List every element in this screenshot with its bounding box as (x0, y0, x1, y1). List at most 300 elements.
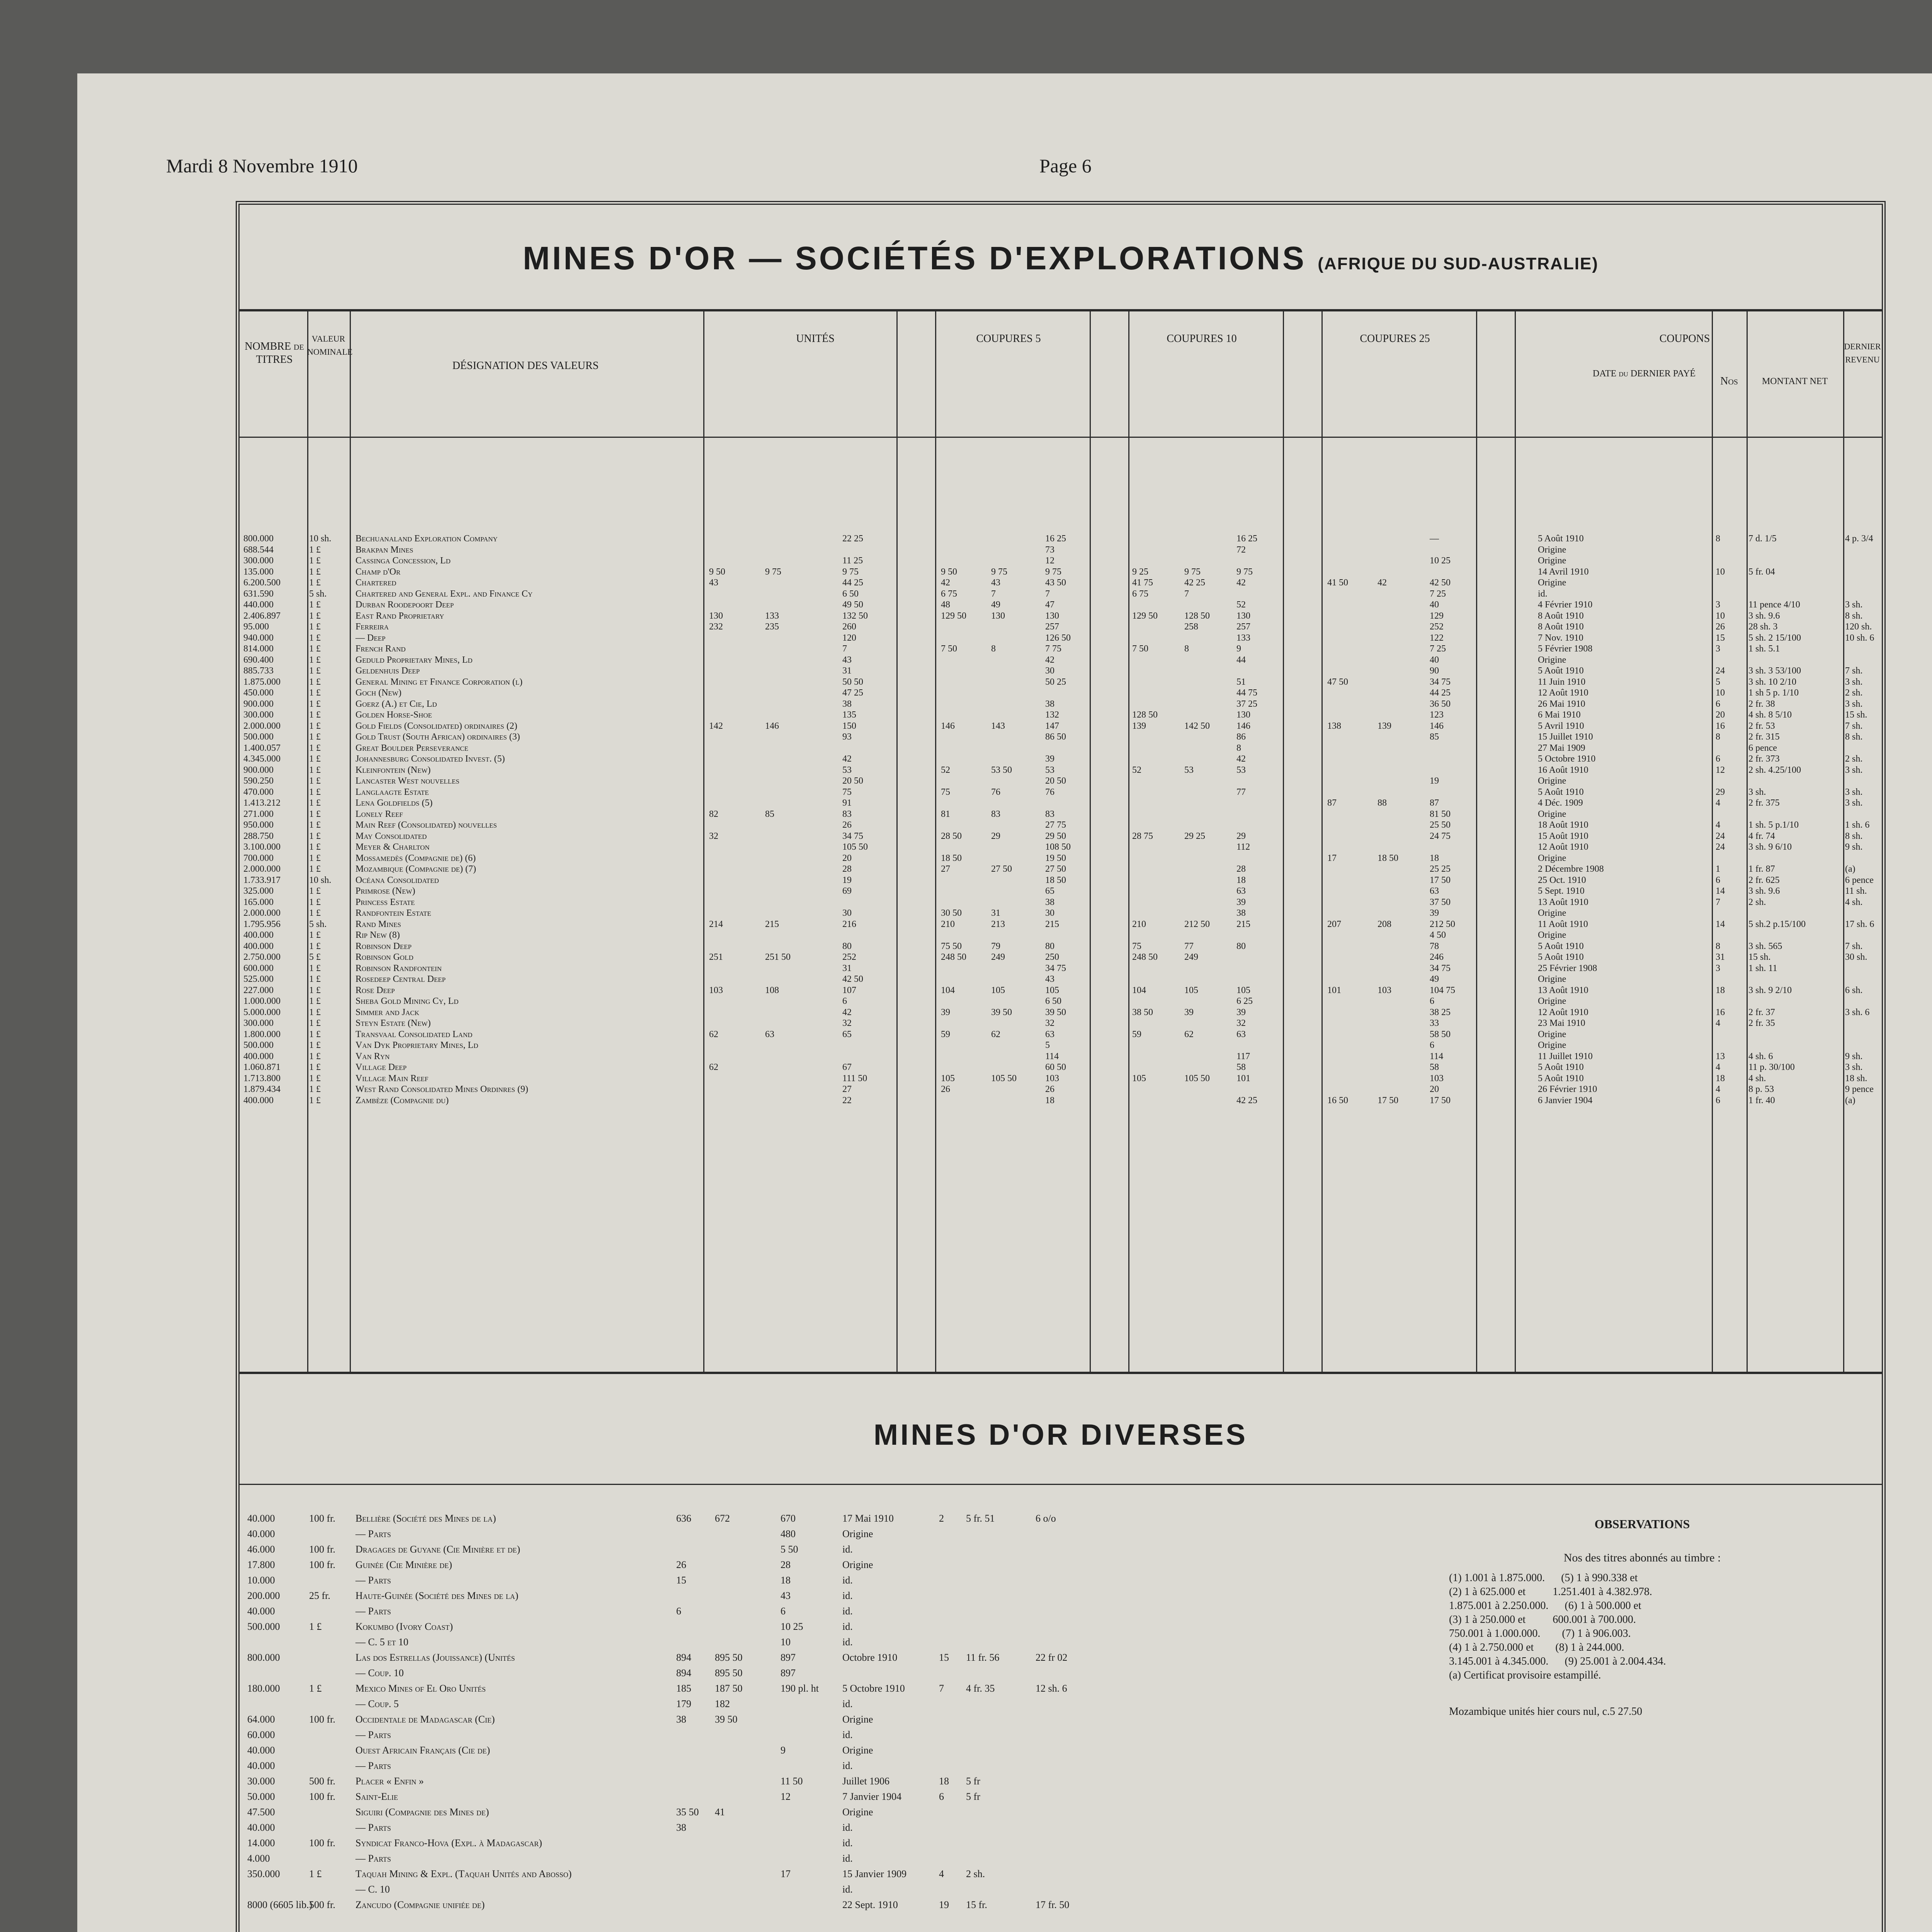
mine-cell: 7 50 (1132, 644, 1148, 654)
mine-cell: 1 £ (309, 1029, 321, 1039)
mine-cell: 5 sh.2 p.15/100 (1748, 919, 1806, 929)
diverses-cell: Syndicat Franco-Hova (Expl. à Madagascar) (355, 1837, 542, 1849)
mine-cell: 28 sh. 3 (1748, 622, 1778, 632)
mine-cell: 1 £ (309, 1051, 321, 1061)
mine-cell: 30 (842, 908, 852, 918)
mine-cell: 36 50 (1430, 699, 1451, 709)
mine-cell: 1 £ (309, 732, 321, 742)
mine-cell: 87 (1430, 798, 1439, 808)
mine-cell: 39 50 (1045, 1007, 1066, 1017)
mine-cell: Goch (New) (355, 688, 401, 698)
mine-cell: 590.250 (243, 776, 274, 786)
mine-cell: 107 (842, 985, 856, 995)
mine-cell: Geduld Proprietary Mines, Ld (355, 655, 473, 665)
mine-cell: 6.200.500 (243, 578, 281, 588)
mine-cell: Lancaster West nouvelles (355, 776, 459, 786)
diverses-cell: 1 £ (309, 1868, 322, 1879)
observation-line: (a) Certificat provisoire estampillé. (1449, 1669, 1601, 1681)
diverses-cell: Las dos Estrellas (Jouissance) (Unités (355, 1652, 515, 1663)
mine-cell: 26 (941, 1084, 950, 1094)
mine-cell: 12 (1716, 765, 1725, 775)
mine-cell: 1 £ (309, 578, 321, 588)
mine-cell: 5 Août 1910 (1538, 1062, 1584, 1072)
diverses-cell: id. (842, 1621, 853, 1632)
mine-cell: 44 75 (1236, 688, 1257, 698)
mine-cell: 12 (1045, 556, 1054, 566)
mine-cell: Ferreira (355, 622, 389, 632)
diverses-cell: 35 50 (676, 1806, 699, 1818)
mine-cell: 11 sh. (1845, 886, 1867, 896)
mine-row (240, 577, 1882, 588)
mine-cell: 215 (1045, 919, 1059, 929)
mine-cell: 105 50 (842, 842, 868, 852)
mine-cell: 34 75 (1430, 963, 1451, 973)
mine-cell: 9 75 (991, 566, 1007, 577)
diverses-cell: id. (842, 1729, 853, 1740)
mine-cell: 29 25 (1184, 831, 1205, 841)
mine-cell: 8 (1236, 743, 1241, 753)
mine-cell: 52 (1236, 600, 1246, 610)
mine-cell: 1 £ (309, 633, 321, 643)
diverses-cell: 41 (715, 1806, 725, 1818)
mine-cell: 3 (1716, 963, 1720, 973)
mine-cell: 42 (1045, 655, 1054, 665)
diverses-row (240, 1774, 1418, 1789)
diverses-cell: 100 fr. (309, 1559, 335, 1570)
mine-cell: 112 (1236, 842, 1250, 852)
col-nombre: NOMBRE de TITRES (245, 340, 304, 366)
mine-cell: 7 25 (1430, 644, 1446, 654)
mine-cell: 525.000 (243, 974, 274, 984)
diverses-cell: 5 fr (966, 1791, 980, 1802)
mine-cell: 5 Avril 1910 (1538, 721, 1584, 731)
diverses-row (240, 1712, 1418, 1727)
diverses-cell: 25 fr. (309, 1590, 330, 1601)
mine-cell: 165.000 (243, 897, 274, 907)
mine-cell: 49 (1430, 974, 1439, 984)
mine-cell: 1 £ (309, 754, 321, 764)
mine-cell: Steyn Estate (New) (355, 1018, 431, 1028)
mine-cell: 4 p. 3/4 (1845, 534, 1873, 544)
diverses-cell: — Parts (355, 1729, 391, 1740)
col-montant: MONTANT NET (1762, 376, 1828, 386)
mine-cell: 11 25 (842, 556, 863, 566)
mine-row (240, 809, 1882, 820)
diverses-cell: 7 (939, 1683, 944, 1694)
mine-row (240, 1084, 1882, 1095)
mine-cell: 38 (1236, 908, 1246, 918)
diverses-cell: 672 (715, 1513, 730, 1524)
mine-cell: 500.000 (243, 1040, 274, 1050)
mine-cell: 1 £ (309, 666, 321, 676)
mine-cell: 27 50 (1045, 864, 1066, 874)
mine-cell: 25 Oct. 1910 (1538, 875, 1586, 885)
mine-cell: 40 (1430, 655, 1439, 665)
diverses-cell: 1 £ (309, 1621, 322, 1632)
mine-cell: 103 (1045, 1073, 1059, 1083)
diverses-cell: Bellière (Société des Mines de la) (355, 1513, 496, 1524)
diverses-cell: 897 (781, 1667, 796, 1679)
mine-cell: 1 £ (309, 787, 321, 797)
mine-cell: Zambèze (Compagnie du) (355, 1095, 449, 1105)
mine-cell: 26 (1716, 622, 1725, 632)
mine-cell: 5 Août 1910 (1538, 787, 1584, 797)
mine-cell: 24 75 (1430, 831, 1451, 841)
diverses-cell: 46.000 (247, 1544, 275, 1555)
mine-cell: 248 50 (1132, 952, 1158, 962)
mine-cell: 133 (1236, 633, 1250, 643)
mine-cell: 39 (1236, 1007, 1246, 1017)
diverses-cell: id. (842, 1605, 853, 1617)
diverses-cell: 15 (676, 1575, 686, 1586)
mine-cell: id. (1538, 588, 1548, 599)
diverses-cell: 895 50 (715, 1652, 743, 1663)
mine-cell: 814.000 (243, 644, 274, 654)
mine-cell: 17 (1327, 853, 1337, 863)
mine-cell: 213 (991, 919, 1005, 929)
mine-cell: 257 (1236, 622, 1250, 632)
mine-cell: 1 £ (309, 644, 321, 654)
mine-row (240, 941, 1882, 952)
mine-cell: 1 £ (309, 809, 321, 819)
mine-cell: 42 (842, 1007, 852, 1017)
mine-cell: 3 sh. 565 (1748, 941, 1782, 951)
mine-cell: 1 £ (309, 886, 321, 896)
mine-row (240, 677, 1882, 688)
mine-cell: 101 (1236, 1073, 1250, 1083)
mine-cell: 885.733 (243, 666, 274, 676)
mine-cell: 260 (842, 622, 856, 632)
mine-cell: 85 (1430, 732, 1439, 742)
mine-cell: Kleinfontein (New) (355, 765, 431, 775)
mine-row (240, 765, 1882, 776)
mine-cell: 32 (842, 1018, 852, 1028)
diverses-cell: 350.000 (247, 1868, 280, 1879)
page-number: Page 6 (1039, 155, 1092, 177)
mine-cell: 208 (1378, 919, 1391, 929)
mine-cell: 28 75 (1132, 831, 1153, 841)
mine-cell: 83 (842, 809, 852, 819)
mine-cell: 18 50 (941, 853, 962, 863)
mine-cell: 6 50 (1045, 996, 1061, 1006)
diverses-cell: id. (842, 1853, 853, 1864)
mine-cell: 18 (1236, 875, 1246, 885)
mine-cell: 6 50 (842, 588, 859, 599)
mine-cell: 17 sh. 6 (1845, 919, 1874, 929)
mines-section (240, 205, 1882, 1372)
mine-cell: 1 sh. 5 p.1/10 (1748, 820, 1799, 830)
mine-row (240, 919, 1882, 930)
mines-subtitle: (AFRIQUE DU SUD-AUSTRALIE) (1318, 254, 1599, 273)
mine-cell: 1.800.000 (243, 1029, 281, 1039)
mine-cell: 5 Sept. 1910 (1538, 886, 1585, 896)
mine-cell: 104 75 (1430, 985, 1455, 995)
mine-cell: 42 50 (1430, 578, 1451, 588)
mine-cell: 5 sh. 2 15/100 (1748, 633, 1801, 643)
diverses-cell: 200.000 (247, 1590, 280, 1601)
mine-cell: 25 Février 1908 (1538, 963, 1597, 973)
diverses-cell: 4.000 (247, 1853, 270, 1864)
mine-cell: 8 sh. (1845, 732, 1863, 742)
diverses-row (240, 1882, 1418, 1897)
mine-cell: 251 (709, 952, 723, 962)
mine-cell: 63 (1045, 1029, 1054, 1039)
mine-row (240, 721, 1882, 732)
mines-table (240, 533, 1882, 1106)
mine-cell: 22 (842, 1095, 852, 1105)
diverses-row (240, 1758, 1418, 1774)
mine-cell: 8 (991, 644, 996, 654)
mine-cell: 248 50 (941, 952, 966, 962)
mine-cell: 1 £ (309, 930, 321, 940)
mine-cell: 20 (842, 853, 852, 863)
mine-cell: 42 (1378, 578, 1387, 588)
mine-cell: 95.000 (243, 622, 269, 632)
mine-cell: 6 Mai 1910 (1538, 710, 1581, 720)
mine-cell: 130 (1236, 611, 1250, 621)
diverses-cell: Octobre 1910 (842, 1652, 898, 1663)
mine-cell: 103 (709, 985, 723, 995)
mine-row (240, 842, 1882, 853)
mine-cell: 6 pence (1845, 875, 1874, 885)
mine-cell: 146 (941, 721, 955, 731)
mine-cell: 20 (1430, 1084, 1439, 1094)
mine-cell: 3 sh. 9.6 (1748, 611, 1780, 621)
mine-cell: 27 75 (1045, 820, 1066, 830)
mine-cell: 7 d. 1/5 (1748, 534, 1777, 544)
mine-cell: 227.000 (243, 985, 274, 995)
mine-cell: 132 50 (842, 611, 868, 621)
mine-cell: 33 (1430, 1018, 1439, 1028)
mine-cell: 4 (1716, 1018, 1720, 1028)
diverses-section (240, 1372, 1882, 1932)
diverses-cell: — C. 5 et 10 (355, 1636, 408, 1648)
diverses-cell: 179 (676, 1698, 691, 1709)
mine-cell: 1 £ (309, 820, 321, 830)
mine-cell: 133 (765, 611, 779, 621)
mine-cell: 40 (1430, 600, 1439, 610)
mine-cell: Rosedeep Central Deep (355, 974, 446, 984)
mine-cell: 30 (1045, 666, 1054, 676)
diverses-row (240, 1526, 1418, 1542)
mine-cell: 9 pence (1845, 1084, 1874, 1094)
diverses-cell: 10.000 (247, 1575, 275, 1586)
mine-cell: 8 (1716, 732, 1720, 742)
mine-cell: 79 (991, 941, 1000, 951)
mine-cell: 5 (1716, 677, 1720, 687)
diverses-cell: 187 50 (715, 1683, 743, 1694)
mine-cell: 32 (709, 831, 718, 841)
mine-cell: 13 (1716, 1051, 1725, 1061)
mine-row (240, 831, 1882, 842)
col-designation: DÉSIGNATION DES VALEURS (452, 360, 599, 372)
diverses-cell: 22 fr 02 (1036, 1652, 1068, 1663)
mine-cell: 63 (1236, 1029, 1246, 1039)
diverses-cell: Haute-Guinée (Société des Mines de la) (355, 1590, 519, 1601)
mine-cell: Origine (1538, 974, 1566, 984)
mine-cell: French Rand (355, 644, 406, 654)
mine-cell: 3 sh. 10 2/10 (1748, 677, 1797, 687)
mine-cell: Rose Deep (355, 985, 395, 995)
mine-cell: 27 50 (991, 864, 1012, 874)
mine-cell: 5.000.000 (243, 1007, 281, 1017)
mine-cell: 12 Août 1910 (1538, 842, 1588, 852)
diverses-row (240, 1604, 1418, 1619)
mine-cell: General Mining et Finance Corporation (l) (355, 677, 523, 687)
mine-cell: 1 £ (309, 1095, 321, 1105)
mine-cell: 12 Août 1910 (1538, 1007, 1588, 1017)
mine-cell: 29 (1236, 831, 1246, 841)
mine-cell: Randfontein Estate (355, 908, 431, 918)
mine-cell: 1 £ (309, 688, 321, 698)
mine-row (240, 655, 1882, 666)
mine-row (240, 875, 1882, 886)
mine-cell: Goerz (A.) et Cie, Ld (355, 699, 437, 709)
mine-row (240, 787, 1882, 798)
observation-line: (1) 1.001 à 1.875.000. (5) 1 à 990.338 et (1449, 1572, 1638, 1584)
mine-cell: 20 50 (1045, 776, 1066, 786)
mine-cell: 4.345.000 (243, 754, 281, 764)
mine-cell: 25 25 (1430, 864, 1451, 874)
mine-cell: 271.000 (243, 809, 274, 819)
mine-cell: 49 (991, 600, 1000, 610)
mine-cell: — (1430, 534, 1439, 544)
mine-cell: 4 sh. 6 (1748, 1051, 1773, 1061)
mine-cell: 75 (842, 787, 852, 797)
mine-cell: 105 (1045, 985, 1059, 995)
mine-cell: 146 (1236, 721, 1250, 731)
diverses-cell: 500 fr. (309, 1899, 335, 1910)
diverses-cell: 4 fr. 35 (966, 1683, 995, 1694)
mine-cell: 142 (709, 721, 723, 731)
diverses-cell: id. (842, 1822, 853, 1833)
mine-cell: 105 (1184, 985, 1198, 995)
mine-cell: 3 sh. (1845, 787, 1863, 797)
mine-cell: 9 sh. (1845, 842, 1863, 852)
mine-cell: 8 (1716, 941, 1720, 951)
mine-cell: 5 Août 1910 (1538, 534, 1584, 544)
mine-cell: 3.100.000 (243, 842, 281, 852)
mine-cell: 135 (842, 710, 856, 720)
diverses-cell: Siguiri (Compagnie des Mines de) (355, 1806, 489, 1818)
mine-cell: 78 (1430, 941, 1439, 951)
diverses-cell: 9 (781, 1745, 786, 1756)
mine-cell: 130 (709, 611, 723, 621)
mine-cell: 8 sh. (1845, 831, 1863, 841)
mine-cell: 7 (842, 644, 847, 654)
mine-cell: 105 (941, 1073, 955, 1083)
diverses-cell: 47.500 (247, 1806, 275, 1818)
diverses-cell: 7 Janvier 1904 (842, 1791, 902, 1802)
mine-cell: 42 (941, 578, 950, 588)
mine-cell: 16 25 (1045, 534, 1066, 544)
mine-cell: 1 £ (309, 996, 321, 1006)
diverses-row (240, 1835, 1418, 1851)
diverses-cell: 60.000 (247, 1729, 275, 1740)
mine-cell: 9 sh. (1845, 1051, 1863, 1061)
mine-cell: 26 Mai 1910 (1538, 699, 1585, 709)
mine-cell: 2 sh. 4.25/100 (1748, 765, 1801, 775)
diverses-cell: 11 fr. 56 (966, 1652, 1000, 1663)
mine-cell: 1 £ (309, 985, 321, 995)
mine-cell: 5 (1045, 1040, 1050, 1050)
mine-cell: 1 sh. 11 (1748, 963, 1777, 973)
mine-cell: 2 fr. 375 (1748, 798, 1780, 808)
mine-cell: Golden Horse-Shoe (355, 710, 432, 720)
mine-cell: 258 (1184, 622, 1198, 632)
mine-cell: 2 fr. 35 (1748, 1018, 1775, 1028)
mine-cell: 120 sh. (1845, 622, 1872, 632)
mine-cell: 9 75 (1184, 566, 1201, 577)
mine-cell: 9 75 (1236, 566, 1253, 577)
mine-cell: Origine (1538, 930, 1566, 940)
mine-cell: 235 (765, 622, 779, 632)
observations-subtitle: Nos des titres abonnés au timbre : (1563, 1551, 1721, 1564)
diverses-cell: 12 sh. 6 (1036, 1683, 1067, 1694)
diverses-cell: 40.000 (247, 1760, 275, 1771)
mine-cell: 1 £ (309, 842, 321, 852)
mine-cell: 325.000 (243, 886, 274, 896)
mine-cell: 14 (1716, 886, 1725, 896)
diverses-cell: Saint-Elie (355, 1791, 398, 1802)
mine-cell: 1.400.057 (243, 743, 281, 753)
mine-cell: 6 sh. (1845, 985, 1863, 995)
mine-row (240, 643, 1882, 655)
mine-cell: 500.000 (243, 732, 274, 742)
diverses-cell: Placer « Enfin » (355, 1776, 424, 1787)
mine-cell: 37 25 (1236, 699, 1257, 709)
mine-cell: 80 (842, 941, 852, 951)
diverses-row (240, 1804, 1418, 1820)
mine-cell: 105 (991, 985, 1005, 995)
mine-row (240, 952, 1882, 963)
mine-cell: 10 sh. (309, 534, 332, 544)
mine-cell: 47 50 (1327, 677, 1348, 687)
mine-cell: 14 (1716, 919, 1725, 929)
mine-cell: 1 £ (309, 963, 321, 973)
mine-cell: 1 £ (309, 897, 321, 907)
diverses-cell: 480 (781, 1528, 796, 1539)
diverses-cell: 26 (676, 1559, 686, 1570)
mine-cell: 138 (1327, 721, 1341, 731)
mine-cell: 23 Mai 1910 (1538, 1018, 1585, 1028)
mine-cell: 26 (1045, 1084, 1054, 1094)
mine-cell: Village Main Reef (355, 1073, 429, 1083)
observation-line: (4) 1 à 2.750.000 et (8) 1 à 244.000. (1449, 1641, 1624, 1653)
mine-cell: 5 Août 1910 (1538, 666, 1584, 676)
mine-cell: 73 (1045, 544, 1054, 555)
diverses-cell: 43 (781, 1590, 791, 1601)
col-coupures5: COUPURES 5 (976, 333, 1041, 345)
mine-cell: 2.000.000 (243, 908, 281, 918)
diverses-cell: 38 (676, 1714, 686, 1725)
mine-cell: 130 (991, 611, 1005, 621)
mine-cell: 2 sh. (1845, 688, 1863, 698)
mine-row (240, 820, 1882, 831)
diverses-cell: 6 (676, 1605, 681, 1617)
mine-cell: 63 (765, 1029, 774, 1039)
diverses-row (240, 1851, 1418, 1866)
mine-cell: 34 75 (842, 831, 863, 841)
mine-cell: 123 (1430, 710, 1444, 720)
diverses-cell: 895 50 (715, 1667, 743, 1679)
mine-cell: 139 (1378, 721, 1391, 731)
mine-cell: 37 50 (1430, 897, 1451, 907)
mine-row (240, 776, 1882, 787)
mine-cell: 2.000.000 (243, 721, 281, 731)
mine-cell: 400.000 (243, 1051, 274, 1061)
observations-title: OBSERVATIONS (1594, 1517, 1690, 1531)
